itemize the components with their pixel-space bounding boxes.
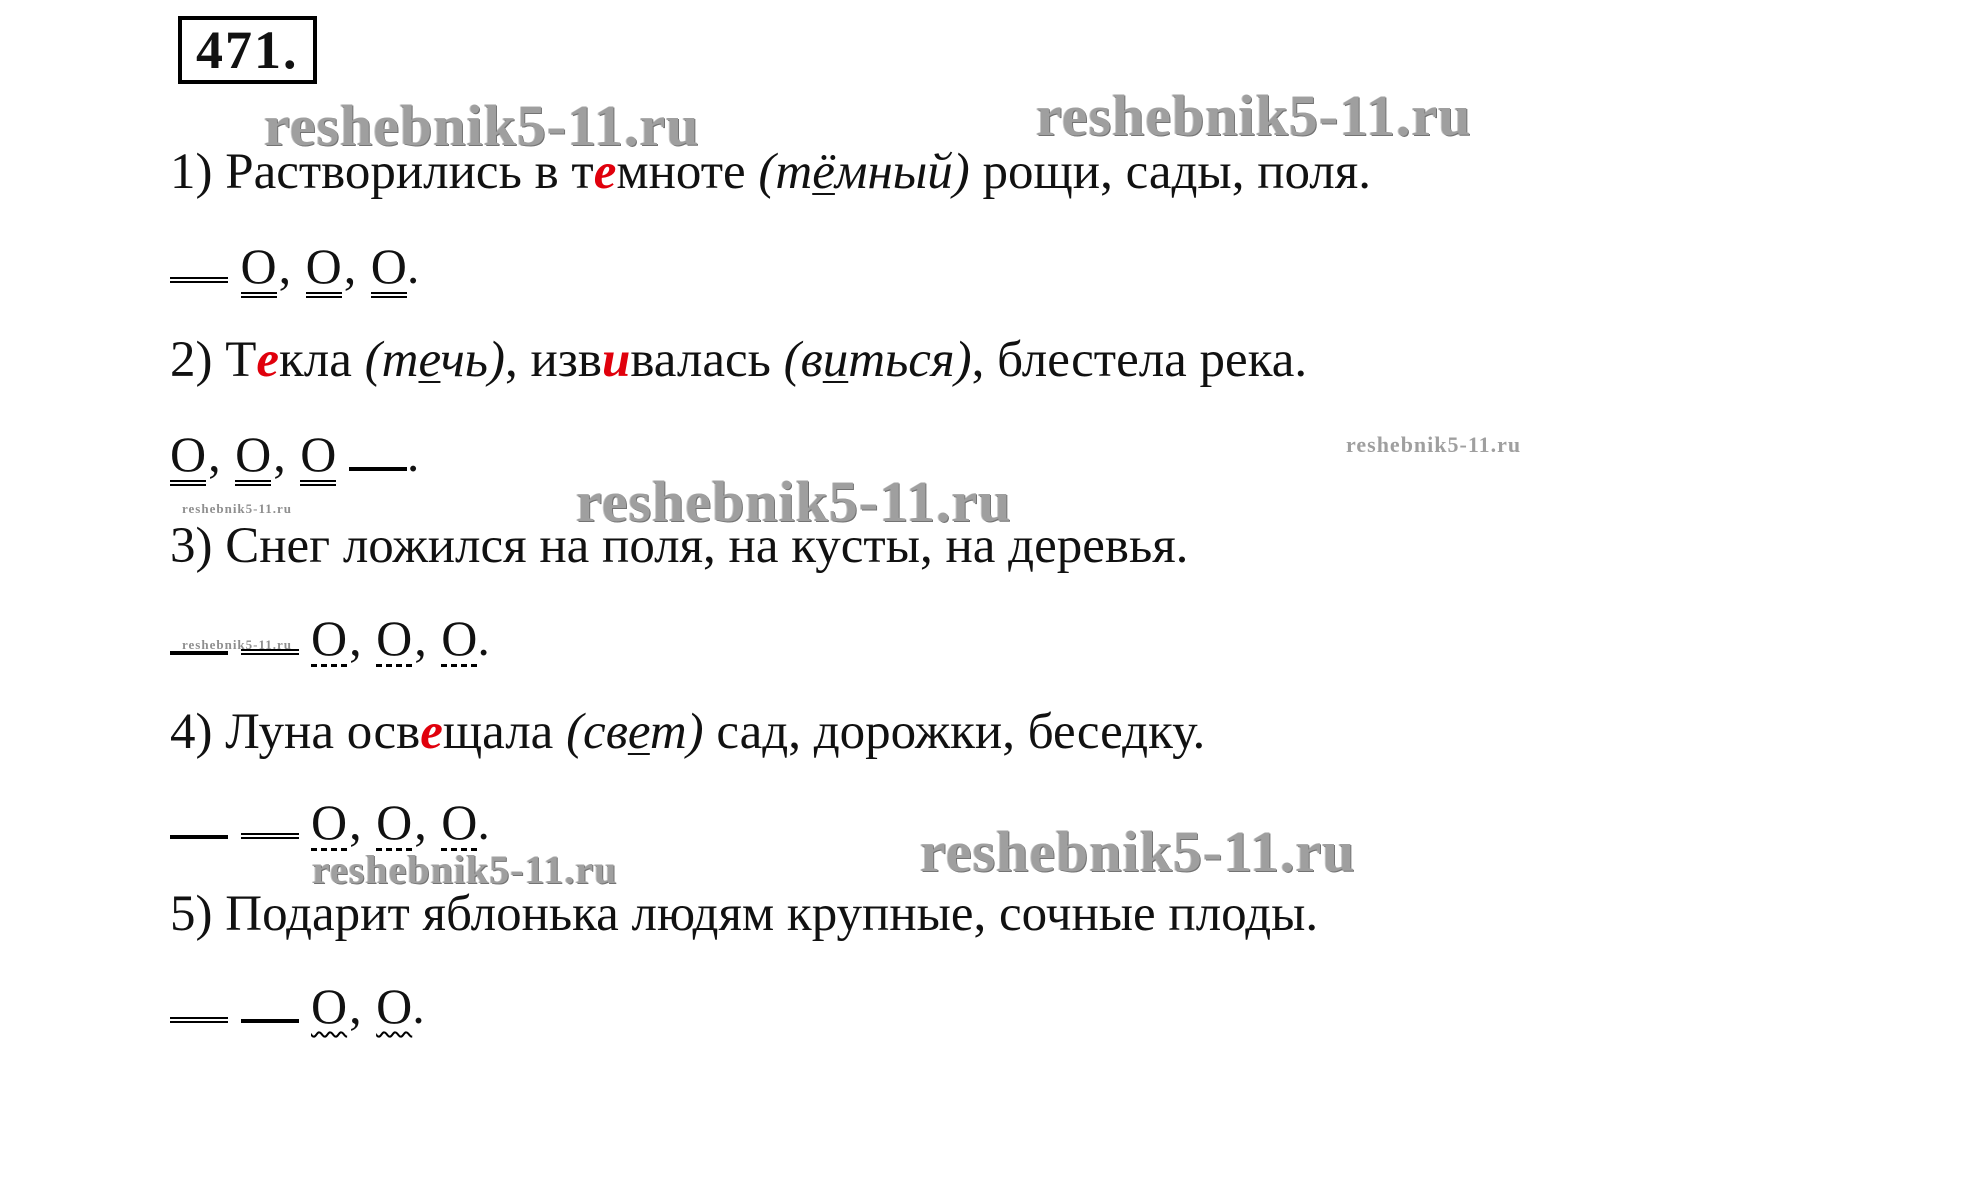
circumstance-mark: О: [376, 610, 413, 666]
subject-mark: [170, 239, 228, 283]
sentence-text: Подарит яблонька людям крупные, сочные плоды.: [225, 886, 1319, 942]
subject-mark: О: [300, 428, 336, 486]
sentence-2: 2) Текла (течь), извивалась (виться), блестела река.: [170, 332, 1308, 388]
attribute-mark: О: [311, 978, 348, 1034]
predicate-mark: [349, 429, 407, 471]
sentence-number: 4): [170, 704, 213, 760]
watermark: reshebnik5-11.ru: [920, 819, 1356, 884]
scheme-1: О, О, О.: [170, 236, 419, 298]
sentence-number: 2): [170, 332, 213, 388]
predicate-mark: [241, 795, 299, 839]
subject-mark: [170, 979, 228, 1023]
predicate-mark: [241, 611, 299, 655]
watermark: reshebnik5-11.ru: [264, 93, 700, 158]
watermark: reshebnik5-11.ru: [312, 847, 618, 892]
sentence-text: Снег ложился на поля, на кусты, на деревья.: [225, 518, 1189, 574]
highlighted-vowel: е: [256, 332, 280, 388]
scheme-3: О, О, О.: [170, 608, 490, 668]
scheme-5: О, О.: [170, 976, 425, 1036]
highlighted-vowel: е: [593, 144, 617, 200]
sentence-number: 5): [170, 886, 213, 942]
object-mark: О: [371, 240, 407, 298]
sentence-3: [170, 516, 1188, 576]
object-mark: О: [241, 240, 277, 298]
object-mark: О: [306, 240, 342, 298]
watermark: reshebnik5-11.ru: [1346, 432, 1522, 457]
object-mark: О: [311, 794, 348, 850]
check-word: (тёмный): [758, 144, 970, 200]
sentence-1: [170, 142, 1371, 202]
predicate-mark: [241, 981, 299, 1023]
object-mark: О: [376, 794, 413, 850]
check-word: (свет): [566, 704, 704, 760]
sentence-text: Растворились в т: [225, 144, 594, 200]
scheme-2: О, О, О .: [170, 424, 419, 486]
watermark: reshebnik5-11.ru: [576, 469, 1012, 534]
sentence-5: [170, 884, 1318, 944]
circumstance-mark: О: [311, 610, 348, 666]
watermark: reshebnik5-11.ru: [182, 501, 293, 516]
highlighted-vowel: е: [420, 704, 443, 760]
subject-mark: [170, 797, 228, 839]
object-mark: О: [441, 794, 478, 850]
sentence-4: 4) Луна освещала (свет) сад, дорожки, беседку.: [170, 704, 1206, 760]
sentence-number: 1): [170, 144, 213, 200]
sentence-number: 3): [170, 518, 213, 574]
highlighted-vowel: и: [602, 332, 631, 388]
exercise-number: 471.: [178, 16, 317, 84]
circumstance-mark: О: [441, 610, 478, 666]
sentence-text: рощи, сады, поля.: [969, 144, 1371, 200]
check-word: (течь): [364, 332, 505, 388]
watermark: reshebnik5-11.ru: [182, 637, 293, 652]
watermark: reshebnik5-11.ru: [1036, 83, 1472, 148]
sentence-text: мноте: [616, 144, 759, 200]
subject-mark: О: [170, 428, 206, 486]
subject-mark: [170, 613, 228, 655]
scheme-4: О, О, О.: [170, 792, 490, 852]
attribute-mark: О: [376, 978, 413, 1034]
subject-mark: О: [235, 428, 271, 486]
check-word: (виться): [783, 332, 972, 388]
